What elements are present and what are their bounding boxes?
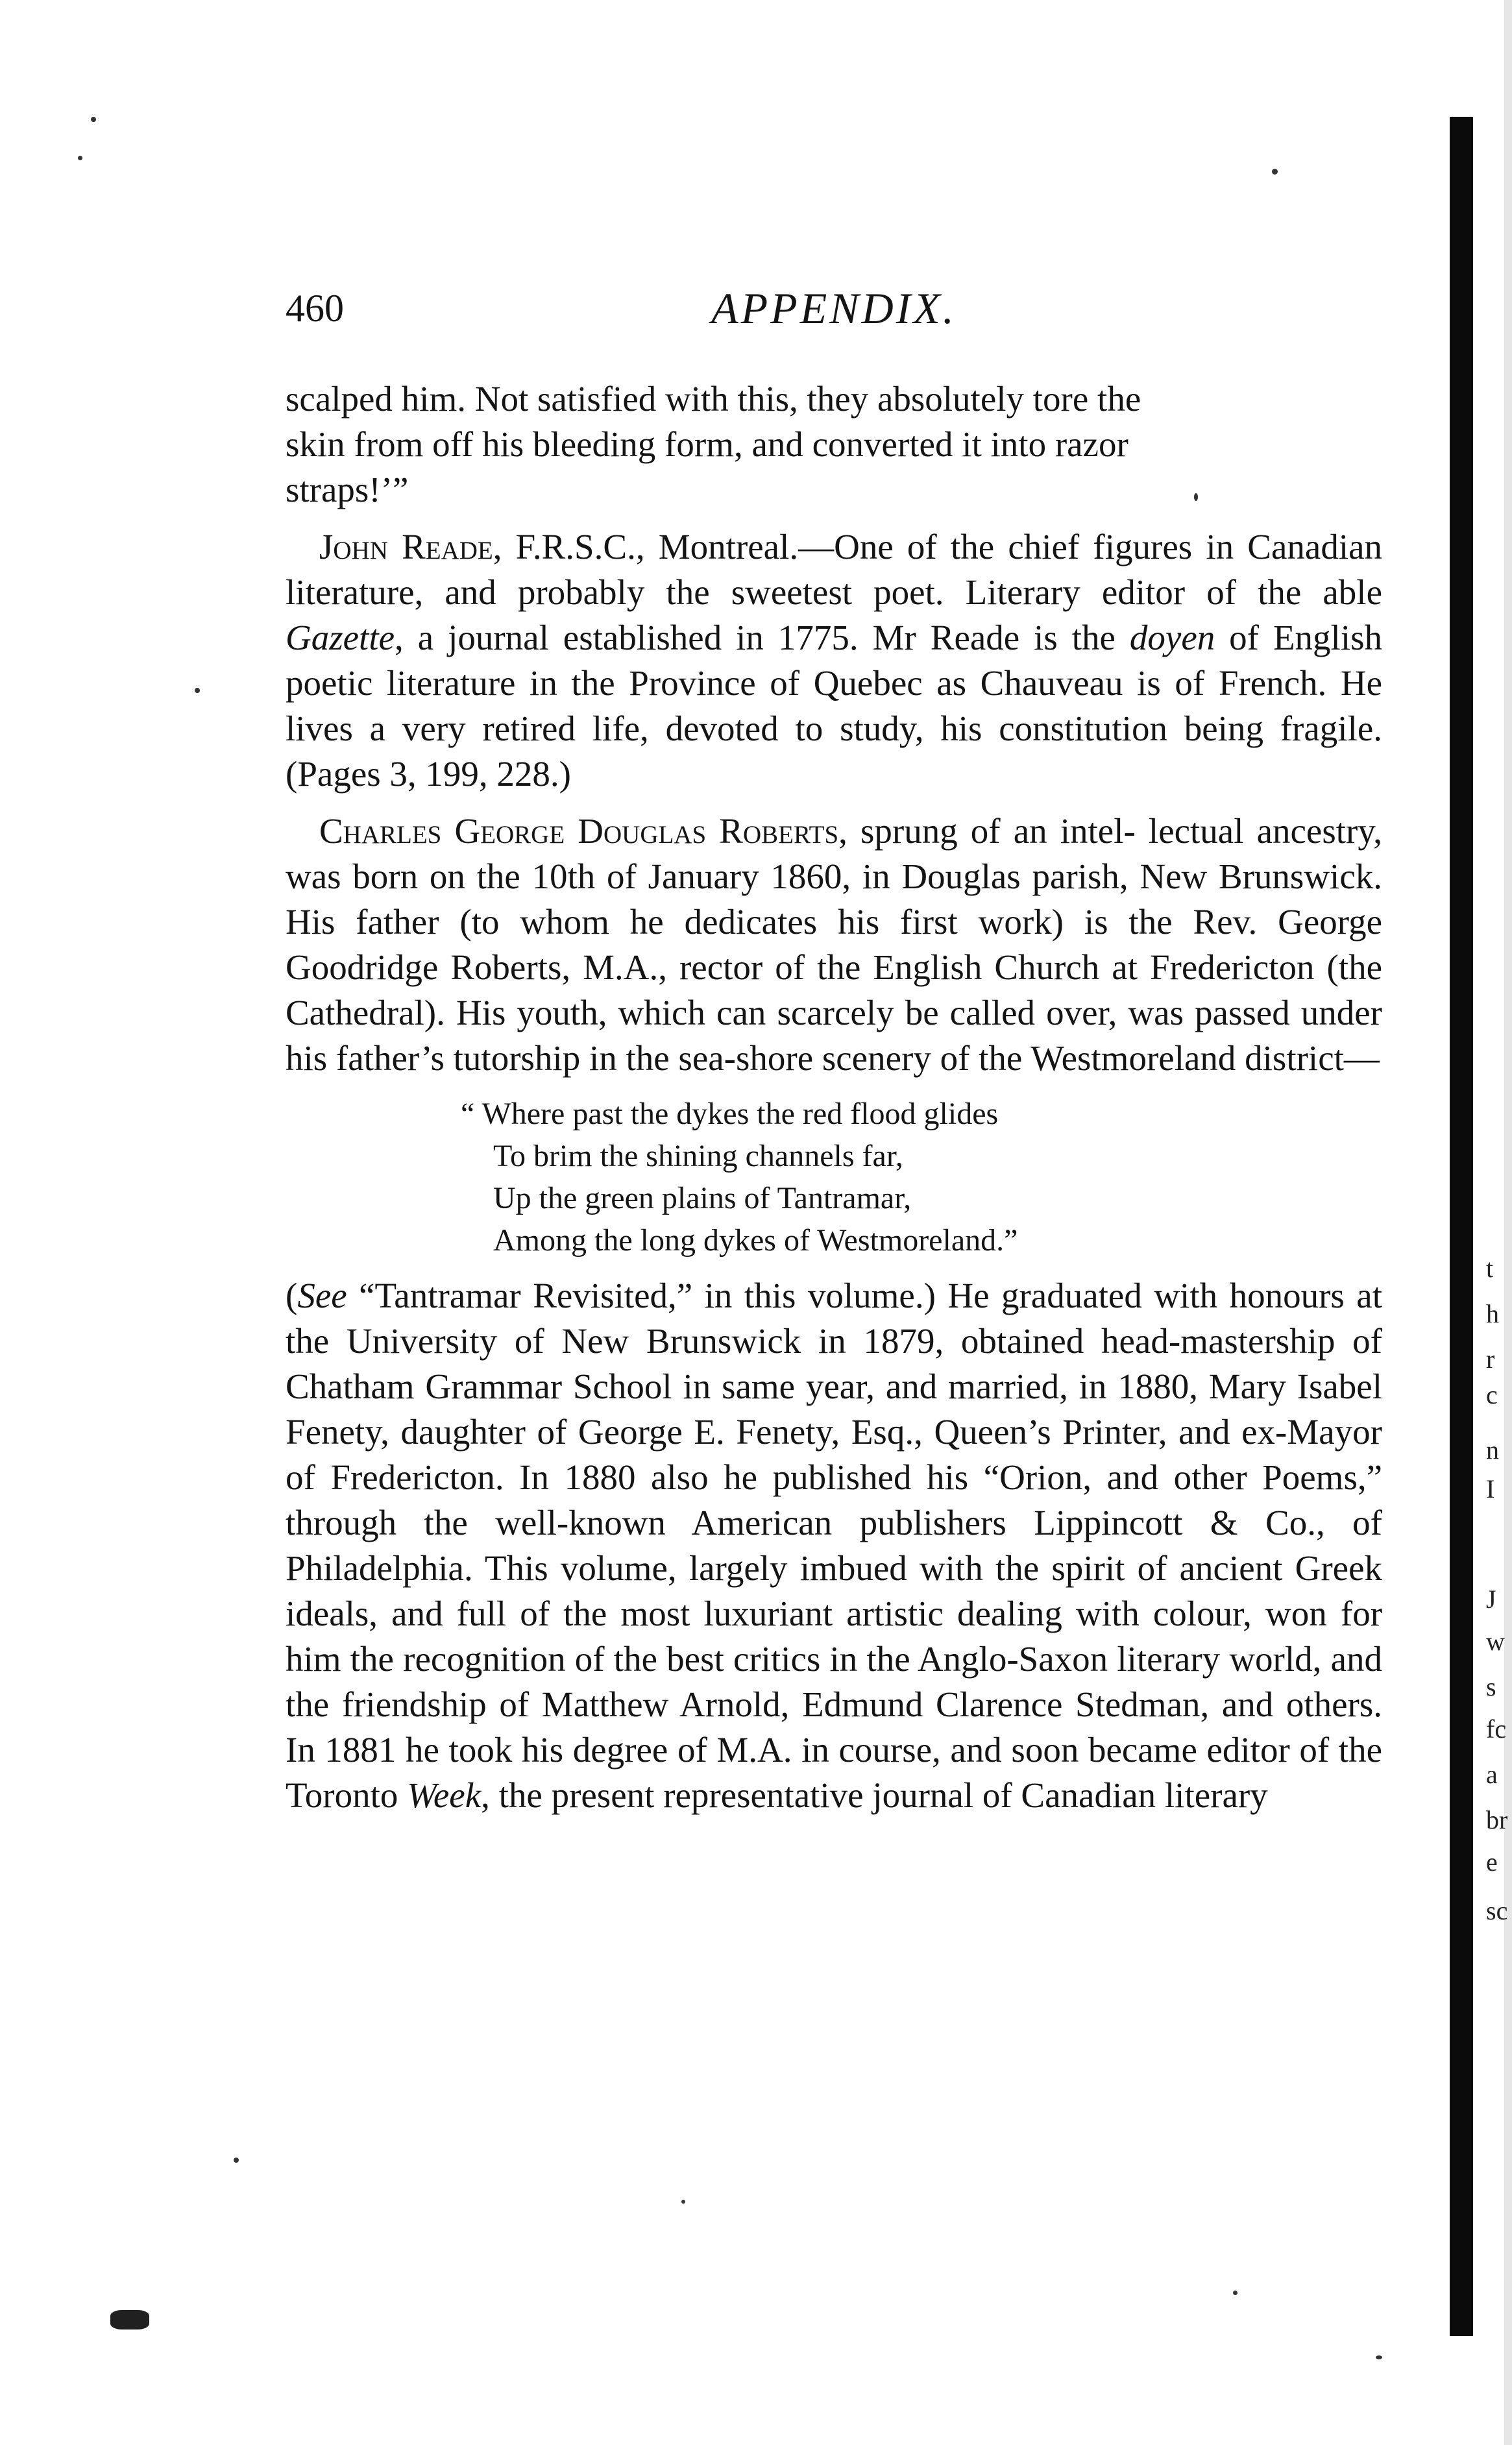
scan-speck <box>1272 169 1278 175</box>
text-line: scalped him. Not satisfied with this, they absolutely tore the <box>286 379 1141 419</box>
scan-edge <box>1504 0 1512 2445</box>
text-line: of M.A. in course, and soon became editor of the Toronto <box>286 1730 1383 1815</box>
scan-speck <box>1376 2355 1382 2359</box>
bleed-letter: sc <box>1486 1896 1508 1925</box>
paragraph-continuation <box>286 376 1382 513</box>
bleed-letter: fc <box>1486 1714 1507 1744</box>
italic-word: See <box>297 1276 347 1315</box>
running-title: APPENDIX. <box>711 284 957 333</box>
text-line: Fredericton. In 1880 also he published his “Orion, and <box>330 1457 1159 1497</box>
text-line: skin from off his bleeding form, and converted it into razor <box>286 424 1128 464</box>
text-line: (Pages 3, 199, 228.) <box>286 754 571 794</box>
bleed-letter: w <box>1486 1627 1505 1656</box>
bleed-letter: n <box>1486 1435 1499 1465</box>
bleed-letter: c <box>1486 1380 1498 1409</box>
text-line: 1775. Mr Reade is the <box>777 618 1130 657</box>
scan-speck <box>78 156 82 160</box>
text-line: straps!’” <box>286 470 409 509</box>
body-text <box>286 376 1382 1818</box>
text-line: very retired life, devoted to study, his constitution being fragile. <box>402 709 1383 748</box>
bleed-letter: e <box>1486 1847 1498 1877</box>
text-line: in Canadian literature, and probably the sweetest poet. <box>286 527 1383 612</box>
text-line: Roberts, M.A., rector of the English Church at Fredericton <box>450 947 1315 987</box>
poem-quotation <box>461 1093 1382 1261</box>
italic-word: Week <box>407 1775 482 1815</box>
text-line: over, was passed under his father’s tutorship in the sea-shore <box>286 993 1383 1078</box>
bleed-letter: br <box>1486 1805 1508 1834</box>
bleed-letter: s <box>1486 1672 1496 1701</box>
text-line: him the recognition of the best critics in the Anglo-Saxon <box>286 1639 1108 1679</box>
bleed-letter: h <box>1486 1299 1499 1328</box>
italic-word: doyen <box>1129 618 1215 657</box>
text-line: obtained head-mastership of Chatham Grammar School in <box>286 1321 1382 1406</box>
text-line: Clarence Stedman, and others. In 1881 he took his degree <box>286 1685 1382 1770</box>
bleed-letter: J <box>1486 1585 1496 1614</box>
bleed-letter: t <box>1486 1254 1494 1283</box>
page-header <box>286 279 1382 337</box>
text-line: of George E. Fenety, Esq., Queen’s Printer, and ex-Mayor of <box>286 1412 1382 1497</box>
scan-speck <box>681 2200 685 2204</box>
scan-speck <box>91 117 96 122</box>
scan-speck <box>1194 493 1198 501</box>
text-line: (the Cathedral). His youth, which can scarcely be called <box>286 947 1382 1032</box>
scan-speck <box>195 688 200 693</box>
text-line: scenery of the Westmoreland district— <box>822 1038 1380 1078</box>
poem-line: Up the green plains of Tantramar, <box>493 1181 912 1215</box>
text-line: , sprung of an intel- <box>838 811 1136 851</box>
scan-speck <box>1233 2291 1238 2295</box>
page-number: 460 <box>286 287 344 330</box>
text-line: Douglas parish, New Brunswick. His father (to whom he <box>286 857 1383 942</box>
text-line: of the most luxuriant artistic dealing with colour, won for <box>520 1594 1383 1633</box>
text-line: literary world, and the friendship of Matthew Arnold, Edmund <box>286 1639 1382 1724</box>
text-line: with honours at the University of New Brunswick in 1879, <box>286 1276 1382 1361</box>
scan-smudge <box>110 2310 149 2329</box>
text-line: Lippincott & Co., of Philadelphia. This volume, largely <box>286 1503 1383 1588</box>
text-line: ( <box>286 1276 298 1315</box>
paragraph-roberts-continued <box>286 1273 1382 1818</box>
italic-word: Gazette <box>286 618 395 657</box>
text-line: other Poems,” through the well-known American publishers <box>286 1457 1383 1542</box>
poem-line: To brim the shining channels far, <box>493 1139 903 1173</box>
text-line: Literary editor of the able <box>965 572 1382 612</box>
text-line: lectual ancestry, was born on the 10th of January 1860, in <box>286 811 1383 896</box>
poem-line: “ Where past the dykes the red flood glides <box>461 1097 999 1131</box>
paragraph-charles-roberts <box>286 809 1382 1081</box>
text-line: , F.R.S.C., Montreal.—One of the chief figures <box>493 527 1193 566</box>
entry-name: John Reade <box>319 527 493 566</box>
scan-margin-bar <box>1450 117 1473 2336</box>
text-line: imbued with the spirit of ancient Greek ideals, and full <box>286 1548 1382 1633</box>
scan-speck <box>234 2158 239 2163</box>
bleed-letter: a <box>1486 1760 1498 1789</box>
bleed-letter: I <box>1486 1474 1495 1503</box>
entry-name: Charles George Douglas Roberts <box>319 811 839 851</box>
bleed-letter: r <box>1486 1344 1495 1374</box>
text-line: of English poetic literature in <box>286 618 1383 703</box>
text-line: , a journal established in <box>395 618 764 657</box>
text-line: dedicates his first work) is the Rev. George Goodridge <box>286 902 1383 987</box>
text-line: “Tantramar Revisited,” in this volume.) He graduated <box>347 1276 1142 1315</box>
text-line: , the present representative journal of Canadian literary <box>481 1775 1268 1815</box>
text-line: the Province of Quebec as Chauveau is of French. He lives a <box>286 663 1383 748</box>
paragraph-john-reade <box>286 524 1382 797</box>
text-line: same year, and married, in 1880, Mary Isabel Fenety, daughter <box>286 1367 1382 1452</box>
poem-line: Among the long dykes of Westmoreland.” <box>493 1223 1018 1258</box>
